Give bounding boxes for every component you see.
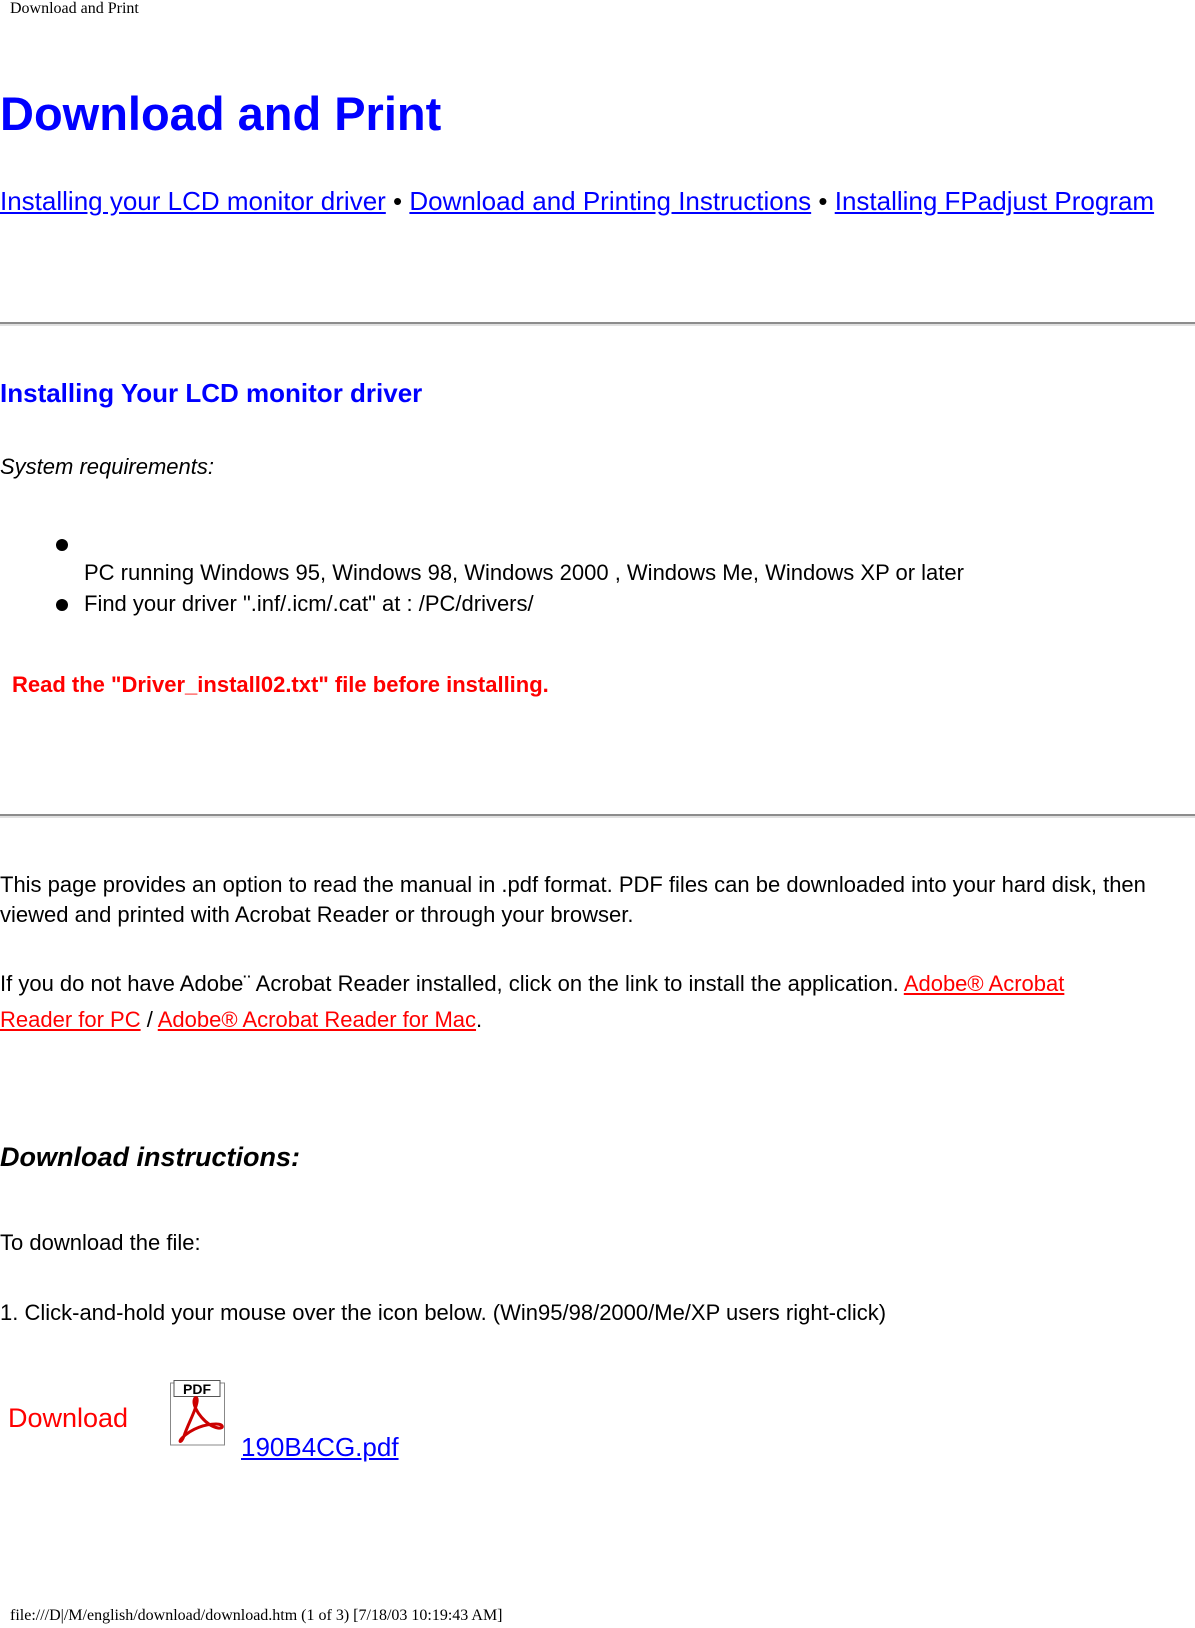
section-title-driver: Installing Your LCD monitor driver	[0, 378, 423, 408]
nav-link-fpadjust[interactable]: Installing FPadjust Program	[834, 186, 1155, 216]
install-warning: Read the "Driver_install02.txt" file before installing.	[12, 672, 549, 697]
system-requirements-label: System requirements:	[0, 454, 214, 479]
section-title-download: Download instructions:	[0, 1142, 300, 1172]
bullet-icon	[56, 539, 68, 551]
print-header: Download and Print	[10, 0, 139, 17]
pdf-intro-paragraph: This page provides an option to read the manual in .pdf format. PDF files can be downloaded into your hard disk, then viewed and printed with Acrobat Reader or through your browser.	[0, 872, 1146, 927]
adobe-text: If you do not have Adobe¨ Acrobat Reader installed, click on the link to install the application.	[0, 971, 904, 996]
adobe-separator: /	[140, 1007, 158, 1032]
nav-link-driver[interactable]: Installing your LCD monitor driver	[0, 186, 386, 216]
download-step-1: 1. Click-and-hold your mouse over the icon below. (Win95/98/2000/Me/XP users right-click)	[0, 1300, 887, 1325]
requirement-item: Find your driver ".inf/.icm/.cat" at : /PC/drivers/	[84, 591, 534, 616]
adobe-reader-mac-link[interactable]: Adobe® Acrobat Reader for Mac	[157, 1007, 477, 1032]
pdf-file-icon[interactable]	[170, 1380, 226, 1446]
divider	[0, 322, 1195, 326]
download-label: Download	[8, 1403, 129, 1433]
download-intro: To download the file:	[0, 1230, 201, 1255]
adobe-reader-pc-link[interactable]: Adobe® Acrobat Reader for PC	[0, 971, 1065, 1032]
pdf-file-link[interactable]: 190B4CG.pdf	[241, 1432, 399, 1462]
nav-separator: •	[811, 186, 835, 216]
requirement-item: PC running Windows 95, Windows 98, Windows 2000 , Windows Me, Windows XP or later	[84, 560, 964, 585]
divider	[0, 814, 1195, 818]
print-footer: file:///D|/M/english/download/download.htm (1 of 3) [7/18/03 10:19:43 AM]	[10, 1607, 503, 1624]
nav-link-download-instructions[interactable]: Download and Printing Instructions	[409, 186, 812, 216]
nav-links	[0, 182, 1185, 220]
adobe-end: .	[476, 1007, 483, 1032]
adobe-paragraph	[0, 966, 1140, 1038]
pdf-icon-label: PDF	[183, 1381, 211, 1397]
page-title: Download and Print	[0, 87, 442, 140]
bullet-icon	[56, 599, 68, 611]
nav-separator: •	[385, 186, 410, 216]
